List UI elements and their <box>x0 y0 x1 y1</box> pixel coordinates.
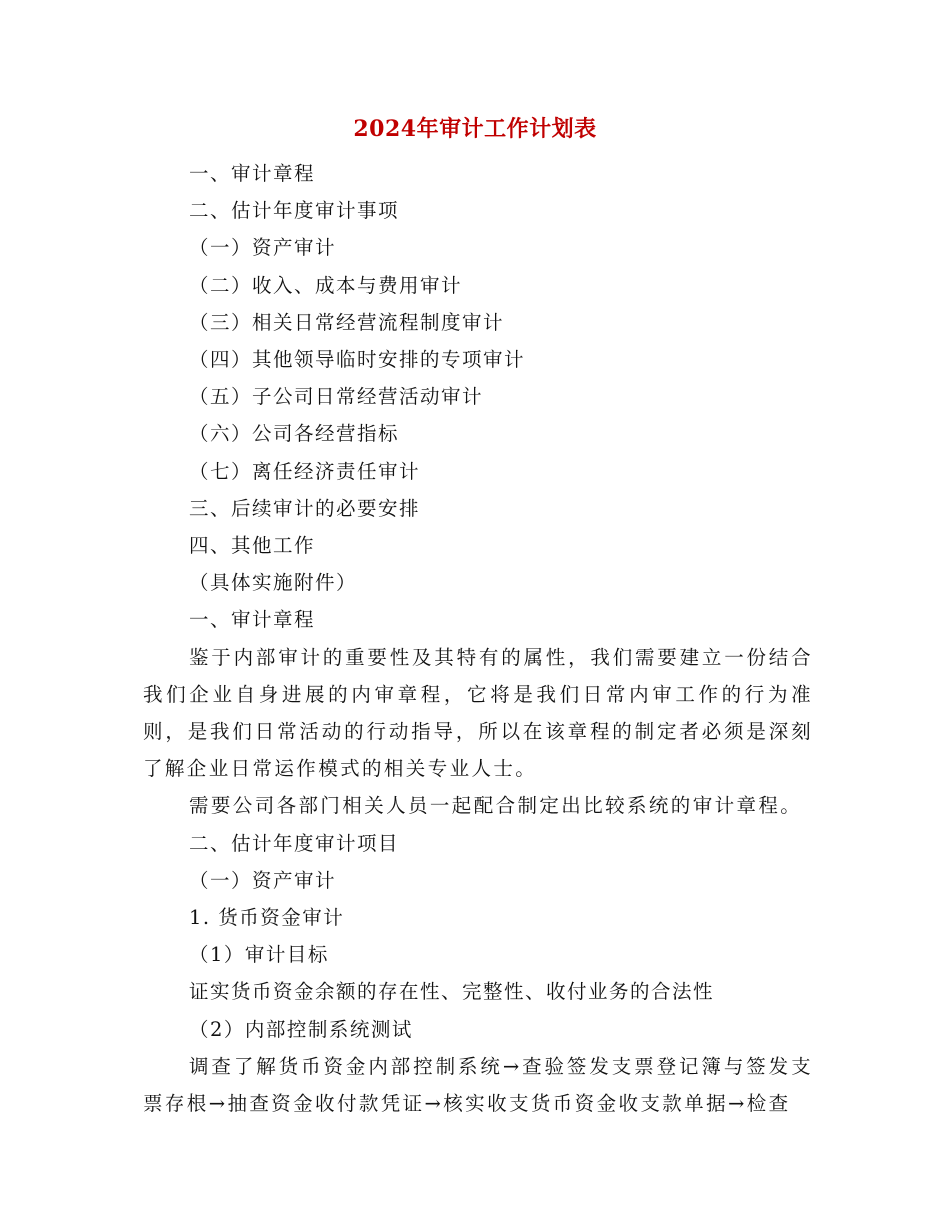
item-subheading: （2）内部控制系统测试 <box>189 1017 413 1041</box>
outline-item: （七）离任经济责任审计 <box>189 459 421 483</box>
item-text: 证实货币资金余额的存在性、完整性、收付业务的合法性 <box>189 980 715 1004</box>
document-body <box>143 155 813 1122</box>
outline-item: 三、后续审计的必要安排 <box>189 496 421 520</box>
section-heading: 一、审计章程 <box>189 608 316 632</box>
outline-item: 四、其他工作 <box>189 534 316 558</box>
body-paragraph: 鉴于内部审计的重要性及其特有的属性，我们需要建立一份结合我们企业自身进展的内审章程，它将是我们日常内审工作的行为准则，是我们日常活动的行动指导，所以在该章程的制定者必须是深刻了解企业日常运作模式的相关专业人士。 <box>143 645 813 781</box>
outline-item: （三）相关日常经营流程制度审计 <box>189 310 505 334</box>
body-paragraph: 调查了解货币资金内部控制系统→查验签发支票登记簿与签发支票存根→抽查资金收付款凭证→核实收支货币资金收支款单据→检查 <box>143 1054 813 1116</box>
outline-item: （五）子公司日常经营活动审计 <box>189 385 484 409</box>
item-subheading: （1）审计目标 <box>189 943 329 967</box>
body-paragraph: 需要公司各部门相关人员一起配合制定出比较系统的审计章程。 <box>189 794 803 818</box>
outline-item: 二、估计年度审计事项 <box>189 199 400 223</box>
subsection-heading: （一）资产审计 <box>189 868 337 892</box>
item-heading: 1. 货币资金审计 <box>189 906 345 930</box>
document-title: 2024年审计工作计划表 <box>353 116 597 142</box>
outline-item: （二）收入、成本与费用审计 <box>189 273 463 297</box>
outline-item: （具体实施附件） <box>189 571 358 595</box>
outline-item: 一、审计章程 <box>189 162 316 185</box>
outline-item: （六）公司各经营指标 <box>189 422 400 446</box>
outline-item: （一）资产审计 <box>189 236 337 260</box>
outline-item: （四）其他领导临时安排的专项审计 <box>189 348 526 372</box>
section-heading: 二、估计年度审计项目 <box>189 831 400 855</box>
